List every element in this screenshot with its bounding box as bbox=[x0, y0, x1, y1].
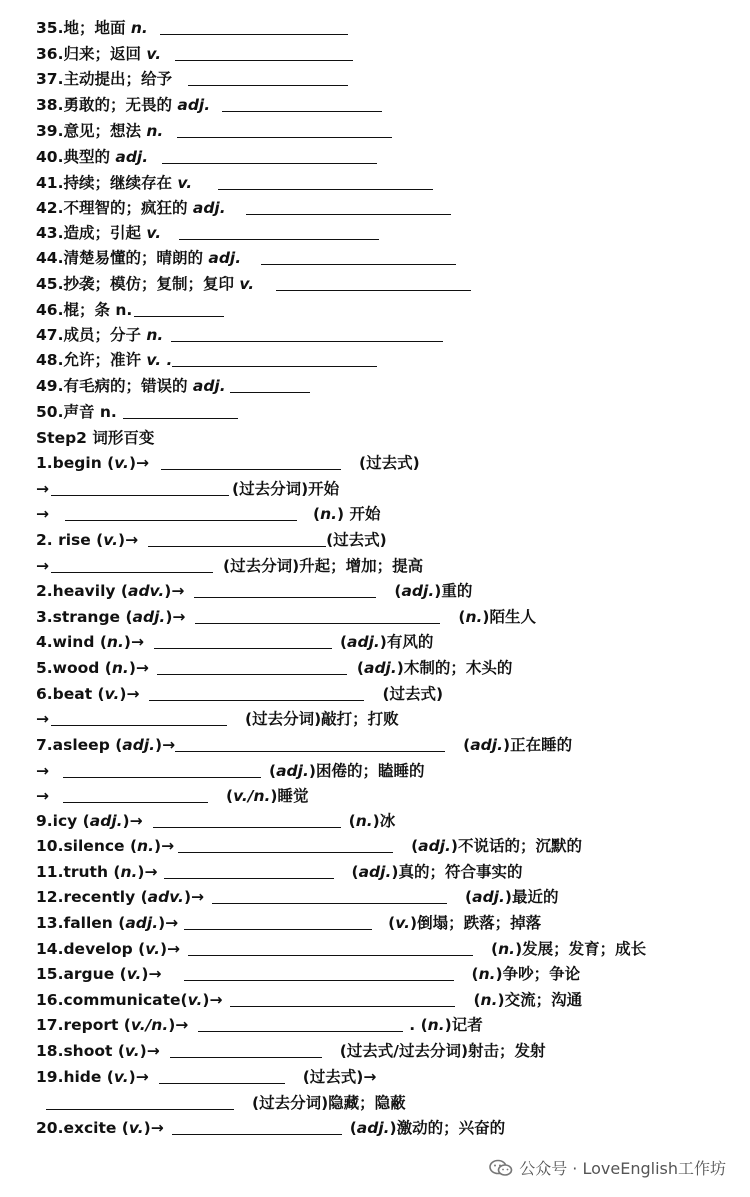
answer-blank[interactable] bbox=[175, 735, 445, 752]
answer-blank[interactable] bbox=[51, 479, 229, 496]
vocab-line bbox=[36, 120, 395, 142]
wordform-line: 16.communicate( v. )→ ( n. )交流；沟通 bbox=[36, 991, 583, 1009]
answer-blank[interactable] bbox=[51, 709, 227, 726]
answer-blank[interactable] bbox=[222, 95, 382, 112]
wechat-icon bbox=[489, 1159, 513, 1177]
vocab-text: 43.造成；引起 bbox=[36, 224, 141, 242]
answer-blank[interactable] bbox=[188, 939, 473, 956]
answer-blank[interactable] bbox=[134, 300, 224, 317]
watermark-text: 公众号 · LoveEnglish工作坊 bbox=[519, 1159, 726, 1178]
wordform-line: 12.recently ( adv. )→ ( adj. )最近的 bbox=[36, 888, 559, 906]
vocab-pos: v. bbox=[146, 45, 162, 63]
vocab-text: 38.勇敢的；无畏的 bbox=[36, 96, 172, 114]
answer-blank[interactable] bbox=[195, 607, 440, 624]
vocab-line bbox=[36, 197, 454, 219]
vocab-pos: n. bbox=[146, 326, 164, 344]
wordform-line: → ( adj. )困倦的；瞌睡的 bbox=[36, 762, 425, 780]
wordform-line: 15.argue ( v. )→ ( n. )争吵；争论 bbox=[36, 965, 581, 983]
vocab-text: 47.成员；分子 bbox=[36, 326, 141, 344]
vocab-text: 46.棍；条 n. bbox=[36, 301, 133, 319]
wordform-line: 2. rise ( v. )→ (过去式) bbox=[36, 531, 387, 549]
answer-blank[interactable] bbox=[276, 274, 471, 291]
vocab-line bbox=[36, 349, 380, 371]
vocab-line bbox=[36, 172, 436, 194]
wordform-line: → (过去分词)开始 bbox=[36, 480, 340, 498]
vocab-pos: v. bbox=[177, 174, 193, 192]
vocab-text: 36.归来；返回 bbox=[36, 45, 141, 63]
answer-blank[interactable] bbox=[65, 504, 297, 521]
answer-blank[interactable] bbox=[172, 350, 377, 367]
wordform-line: 3.strange ( adj. )→ ( n. )陌生人 bbox=[36, 608, 537, 626]
answer-blank[interactable] bbox=[149, 684, 364, 701]
vocab-text: 39.意见；想法 bbox=[36, 122, 141, 140]
vocab-pos: v. bbox=[146, 224, 162, 242]
section-title: Step2 词形百变 bbox=[36, 429, 155, 447]
answer-blank[interactable] bbox=[148, 530, 326, 547]
answer-blank[interactable] bbox=[51, 556, 213, 573]
vocab-text: 50.声音 n. bbox=[36, 403, 117, 421]
answer-blank[interactable] bbox=[161, 453, 341, 470]
answer-blank[interactable] bbox=[261, 248, 456, 265]
wordform-line: 19.hide ( v. )→ (过去式)→ bbox=[36, 1068, 377, 1086]
answer-blank[interactable] bbox=[212, 887, 447, 904]
vocab-pos: adj. bbox=[177, 96, 211, 114]
wordform-line: → (过去分词)升起；增加；提高 bbox=[36, 557, 424, 575]
answer-blank[interactable] bbox=[159, 1067, 285, 1084]
vocab-pos: adj. bbox=[192, 199, 226, 217]
vocab-pos: adj. bbox=[192, 377, 226, 395]
wordform-line: 18.shoot ( v. )→ (过去式/过去分词)射击；发射 bbox=[36, 1042, 546, 1060]
answer-blank[interactable] bbox=[157, 658, 347, 675]
vocab-pos: adj. bbox=[208, 249, 242, 267]
wordform-line: → ( n. ) 开始 bbox=[36, 505, 381, 523]
wordform-line: 5.wood ( n. )→ ( adj. )木制的；木头的 bbox=[36, 659, 513, 677]
vocab-line bbox=[36, 146, 380, 168]
answer-blank[interactable] bbox=[177, 121, 392, 138]
wordform-line: 1.begin ( v. )→ (过去式) bbox=[36, 454, 420, 472]
answer-blank[interactable] bbox=[162, 147, 377, 164]
vocab-line bbox=[36, 375, 313, 397]
section-heading bbox=[36, 427, 154, 449]
wordform-line: 20.excite ( v. )→ ( adj. )激动的；兴奋的 bbox=[36, 1119, 506, 1137]
answer-blank[interactable] bbox=[46, 1093, 234, 1110]
wordform-line: 9.icy ( adj. )→ ( n. )冰 bbox=[36, 812, 396, 830]
vocab-line bbox=[36, 43, 356, 65]
vocab-text: 48.允许；准许 bbox=[36, 351, 141, 369]
vocab-line bbox=[36, 17, 351, 39]
vocab-line bbox=[36, 401, 241, 423]
answer-blank[interactable] bbox=[63, 786, 208, 803]
vocab-pos: v. bbox=[239, 275, 255, 293]
answer-blank[interactable] bbox=[246, 198, 451, 215]
answer-blank[interactable] bbox=[154, 632, 332, 649]
vocab-line bbox=[36, 94, 385, 116]
wordform-line: (过去分词)隐藏；隐蔽 bbox=[36, 1092, 406, 1114]
vocab-text: 40.典型的 bbox=[36, 148, 110, 166]
watermark bbox=[489, 1156, 726, 1179]
vocab-line bbox=[36, 247, 459, 269]
answer-blank[interactable] bbox=[160, 18, 348, 35]
answer-blank[interactable] bbox=[172, 1118, 342, 1135]
wordform-line: 17.report ( v./n. )→ . ( n. )记者 bbox=[36, 1016, 483, 1034]
vocab-text: 44.清楚易懂的；晴朗的 bbox=[36, 249, 203, 267]
wordform-line: 13.fallen ( adj. )→ ( v. )倒塌；跌落；掉落 bbox=[36, 914, 542, 932]
answer-blank[interactable] bbox=[194, 581, 376, 598]
vocab-pos: n. bbox=[130, 19, 148, 37]
wordform-line: → (过去分词)敲打；打败 bbox=[36, 710, 399, 728]
wordform-line: 2.heavily ( adv. )→ ( adj. )重的 bbox=[36, 582, 473, 600]
answer-blank[interactable] bbox=[171, 325, 443, 342]
vocab-pos: adj. bbox=[115, 148, 149, 166]
vocab-line bbox=[36, 324, 446, 346]
answer-blank[interactable] bbox=[188, 69, 348, 86]
vocab-text: 49.有毛病的；错误的 bbox=[36, 377, 188, 395]
vocab-text: 37.主动提出；给予 bbox=[36, 70, 172, 88]
vocab-line bbox=[36, 222, 382, 244]
vocab-pos: n. bbox=[146, 122, 164, 140]
vocab-line bbox=[36, 273, 474, 295]
answer-blank[interactable] bbox=[230, 376, 310, 393]
vocab-text: 42.不理智的；疯狂的 bbox=[36, 199, 188, 217]
vocab-line bbox=[36, 299, 227, 321]
answer-blank[interactable] bbox=[178, 836, 393, 853]
answer-blank[interactable] bbox=[63, 761, 261, 778]
vocab-text: 41.持续；继续存在 bbox=[36, 174, 172, 192]
vocab-line bbox=[36, 68, 351, 90]
answer-blank[interactable] bbox=[179, 223, 379, 240]
wordform-line: 6.beat ( v. )→ (过去式) bbox=[36, 685, 444, 703]
wordform-line: 10.silence ( n. )→ ( adj. )不说话的；沉默的 bbox=[36, 837, 583, 855]
answer-blank[interactable] bbox=[175, 44, 353, 61]
answer-blank[interactable] bbox=[164, 862, 334, 879]
answer-blank[interactable] bbox=[218, 173, 433, 190]
vocab-text: 35.地；地面 bbox=[36, 19, 126, 37]
wordform-line: → ( v./n. )睡觉 bbox=[36, 787, 309, 805]
answer-blank[interactable] bbox=[184, 913, 372, 930]
wordform-line: 11.truth ( n. )→ ( adj. )真的；符合事实的 bbox=[36, 863, 523, 881]
answer-blank[interactable] bbox=[198, 1015, 403, 1032]
answer-blank[interactable] bbox=[170, 1041, 322, 1058]
answer-blank[interactable] bbox=[123, 402, 238, 419]
vocab-pos: v. . bbox=[146, 351, 173, 369]
answer-blank[interactable] bbox=[153, 811, 341, 828]
wordform-line: 7.asleep ( adj. )→ ( adj. )正在睡的 bbox=[36, 736, 573, 754]
wordform-line: 14.develop ( v. )→ ( n. )发展；发育；成长 bbox=[36, 940, 647, 958]
vocab-text: 45.抄袭；模仿；复制；复印 bbox=[36, 275, 234, 293]
wordform-line: 4.wind ( n. )→ ( adj. )有风的 bbox=[36, 633, 434, 651]
answer-blank[interactable] bbox=[184, 964, 454, 981]
answer-blank[interactable] bbox=[230, 990, 455, 1007]
